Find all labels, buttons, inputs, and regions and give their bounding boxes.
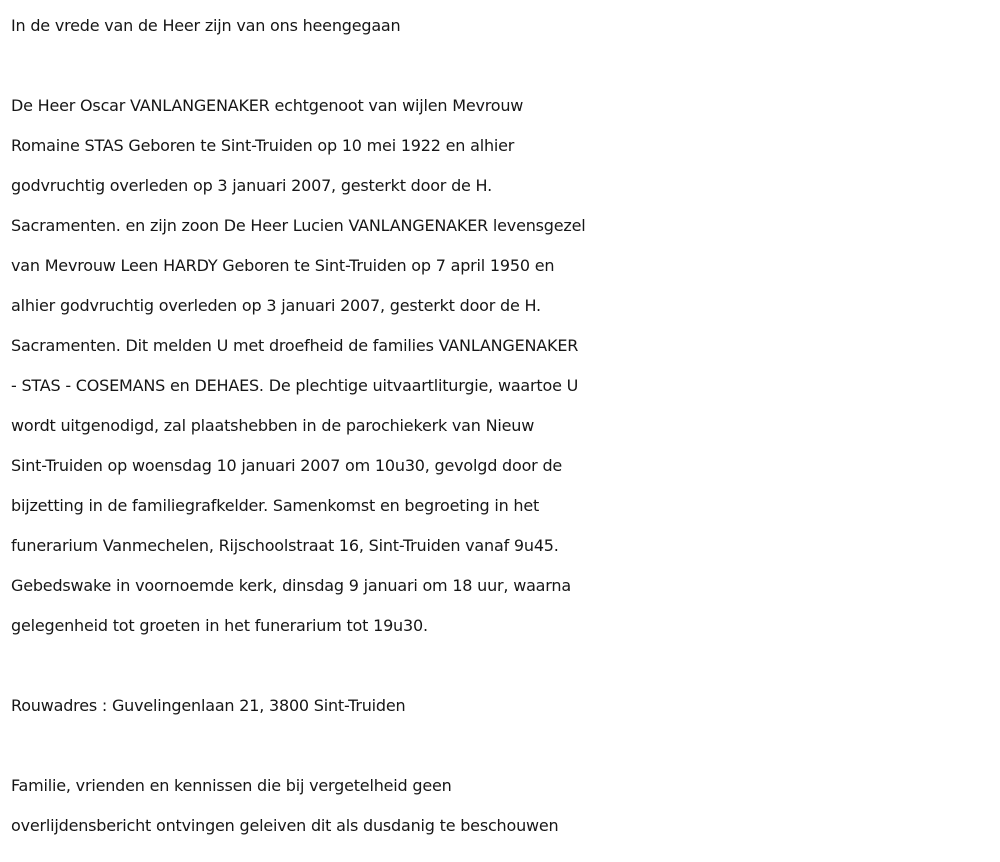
- closing-paragraph: [11, 766, 991, 846]
- announcement-line: - STAS - COSEMANS en DEHAES. De plechtige uitvaartliturgie, waartoe U: [11, 376, 579, 395]
- announcement-line: bijzetting in de familiegrafkelder. Samenkomst en begroeting in het: [11, 496, 540, 515]
- announcement-line: gelegenheid tot groeten in het funerarium tot 19u30.: [11, 616, 428, 635]
- announcement-line: alhier godvruchtig overleden op 3 januari 2007, gesterkt door de H.: [11, 296, 541, 315]
- announcement-line: van Mevrouw Leen HARDY Geboren te Sint-Truiden op 7 april 1950 en: [11, 256, 555, 275]
- obituary-notice: [11, 6, 991, 846]
- announcement-line: Sacramenten. en zijn zoon De Heer Lucien VANLANGENAKER levensgezel: [11, 216, 586, 235]
- mourning-address: Rouwadres : Guvelingenlaan 21, 3800 Sint-Truiden: [11, 696, 406, 715]
- paragraph-spacer: [11, 46, 991, 86]
- closing-line: Familie, vrienden en kennissen die bij vergetelheid geen: [11, 776, 452, 795]
- announcement-line: Gebedswake in voornoemde kerk, dinsdag 9 januari om 18 uur, waarna: [11, 576, 571, 595]
- announcement-line: funerarium Vanmechelen, Rijschoolstraat 16, Sint-Truiden vanaf 9u45.: [11, 536, 559, 555]
- heading-line: In de vrede van de Heer zijn van ons heengegaan: [11, 16, 401, 35]
- announcement-line: De Heer Oscar VANLANGENAKER echtgenoot van wijlen Mevrouw: [11, 96, 524, 115]
- announcement-line: Sacramenten. Dit melden U met droefheid de families VANLANGENAKER: [11, 336, 579, 355]
- announcement-line: wordt uitgenodigd, zal plaatshebben in de parochiekerk van Nieuw: [11, 416, 535, 435]
- paragraph-spacer: [11, 646, 991, 686]
- announcement-line: Romaine STAS Geboren te Sint-Truiden op 10 mei 1922 en alhier: [11, 136, 515, 155]
- announcement-paragraph: [11, 86, 991, 646]
- closing-line: overlijdensbericht ontvingen geleiven dit als dusdanig te beschouwen: [11, 816, 559, 835]
- paragraph-spacer: [11, 726, 991, 766]
- announcement-line: godvruchtig overleden op 3 januari 2007, gesterkt door de H.: [11, 176, 492, 195]
- announcement-line: Sint-Truiden op woensdag 10 januari 2007 om 10u30, gevolgd door de: [11, 456, 563, 475]
